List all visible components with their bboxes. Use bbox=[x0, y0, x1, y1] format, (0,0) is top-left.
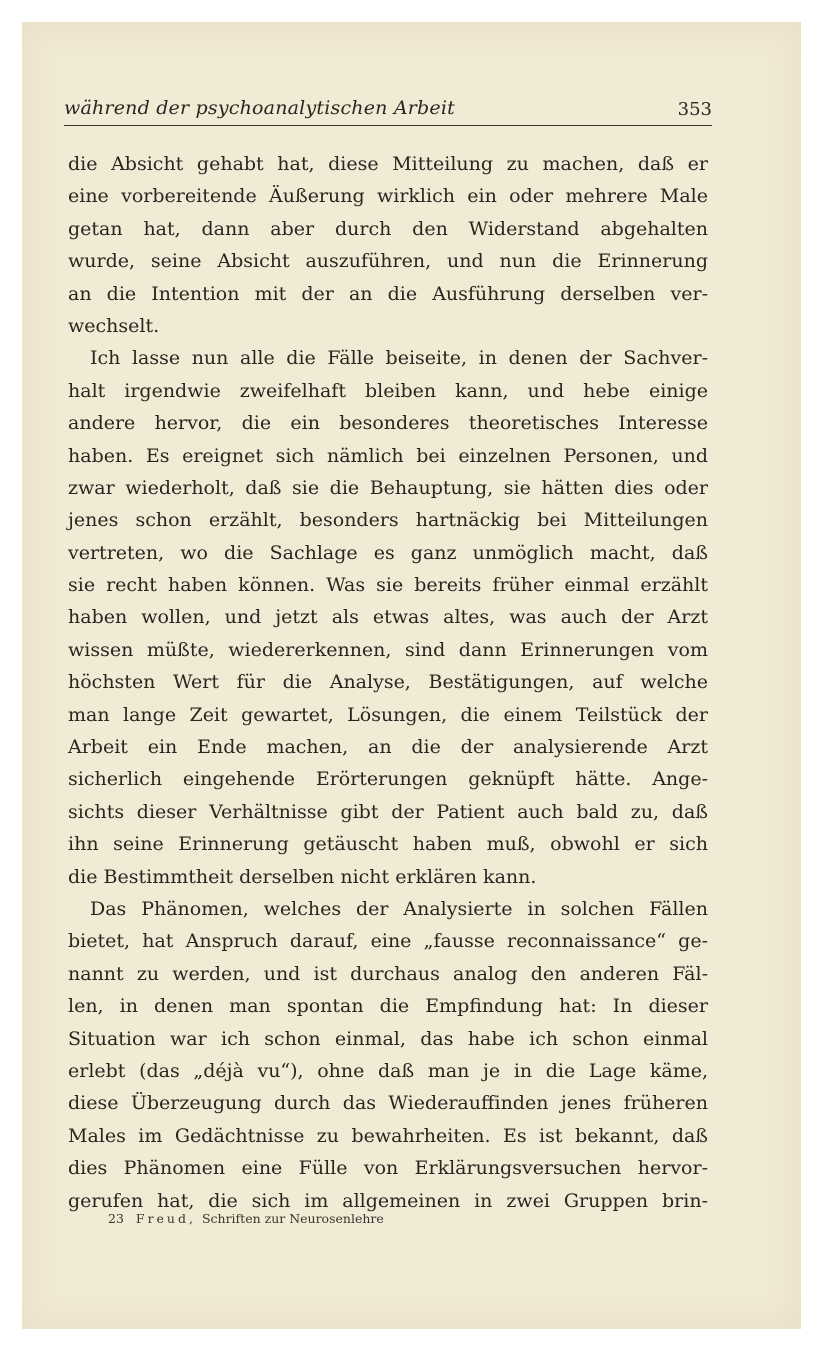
page-header bbox=[64, 93, 712, 126]
signature-mark: 23 bbox=[108, 1211, 124, 1226]
text-line: bietet, hat Anspruch darauf, eine „fausse reconnaissance“ ge- bbox=[68, 930, 708, 953]
text-line: dies Phänomen eine Fülle von Erklärungsversuchen hervor- bbox=[68, 1157, 708, 1180]
text-line: erlebt (das „déjà vu“), ohne daß man je in die Lage käme, bbox=[68, 1059, 708, 1082]
footer-author: Freud, bbox=[135, 1211, 196, 1226]
signature-footer bbox=[108, 1211, 384, 1226]
text-line: sie recht haben können. Was sie bereits früher einmal erzählt bbox=[68, 574, 708, 597]
text-line: jenes schon erzählt, besonders hartnäckig bei Mitteilungen bbox=[68, 509, 708, 532]
paragraph-start-line: Das Phänomen, welches der Analysierte in solchen Fällen bbox=[90, 897, 708, 920]
text-line: an die Intention mit der an die Ausführung derselben ver- bbox=[68, 282, 708, 305]
text-line: sicherlich eingehende Erörterungen geknüpft hätte. Ange- bbox=[68, 768, 708, 791]
text-line: diese Überzeugung durch das Wiederauffinden jenes früheren bbox=[68, 1092, 708, 1115]
text-line: andere hervor, die ein besonderes theoretisches Interesse bbox=[68, 412, 708, 435]
text-line: len, in denen man spontan die Empfindung hat: In dieser bbox=[68, 995, 708, 1018]
text-line: Arbeit ein Ende machen, an die der analysierende Arzt bbox=[68, 736, 708, 759]
text-line: haben wollen, und jetzt als etwas altes, was auch der Arzt bbox=[68, 606, 708, 629]
text-line: man lange Zeit gewartet, Lösungen, die einem Teilstück der bbox=[68, 703, 708, 726]
running-title: während der psychoanalytischen Arbeit bbox=[64, 97, 455, 119]
text-line: nannt zu werden, und ist durchaus analog den anderen Fäl- bbox=[68, 962, 708, 985]
text-line: haben. Es ereignet sich nämlich bei einzelnen Personen, und bbox=[68, 444, 708, 467]
text-line: wissen müßte, wiedererkennen, sind dann Erinnerungen vom bbox=[68, 638, 708, 661]
text-line: zwar wiederholt, daß sie die Behauptung, sie hätten dies oder bbox=[68, 476, 708, 499]
text-line: die Absicht gehabt hat, diese Mitteilung zu machen, daß er bbox=[68, 153, 708, 175]
paragraph-start-line: Ich lasse nun alle die Fälle beiseite, in denen der Sachver- bbox=[90, 347, 708, 370]
text-line: Situation war ich schon einmal, das habe ich schon einmal bbox=[68, 1027, 708, 1050]
text-line: ihn seine Erinnerung getäuscht haben muß, obwohl er sich bbox=[68, 833, 708, 856]
footer-title: Schriften zur Neurosenlehre bbox=[201, 1211, 384, 1226]
text-line: gerufen hat, die sich im allgemeinen in zwei Gruppen brin- bbox=[68, 1189, 708, 1212]
text-line: höchsten Wert für die Analyse, Bestätigungen, auf welche bbox=[68, 671, 708, 694]
text-line: wechselt. bbox=[68, 314, 160, 337]
text-line: die Bestimmtheit derselben nicht erklären kann. bbox=[68, 865, 537, 888]
text-line: Males im Gedächtnisse zu bewahrheiten. Es ist bekannt, daß bbox=[68, 1124, 708, 1147]
text-line: sichts dieser Verhältnisse gibt der Patient auch bald zu, daß bbox=[68, 800, 708, 823]
text-line: vertreten, wo die Sachlage es ganz unmöglich macht, daß bbox=[68, 541, 708, 564]
body-text bbox=[68, 148, 708, 1217]
text-line: wurde, seine Absicht auszuführen, und nun die Erinnerung bbox=[68, 250, 708, 273]
text-line: halt irgendwie zweifelhaft bleiben kann, und hebe einige bbox=[68, 379, 708, 402]
page-number: 353 bbox=[677, 99, 712, 120]
text-line: getan hat, dann aber durch den Widerstand abgehalten bbox=[68, 217, 708, 240]
text-line: eine vorbereitende Äußerung wirklich ein oder mehrere Male bbox=[68, 185, 708, 208]
